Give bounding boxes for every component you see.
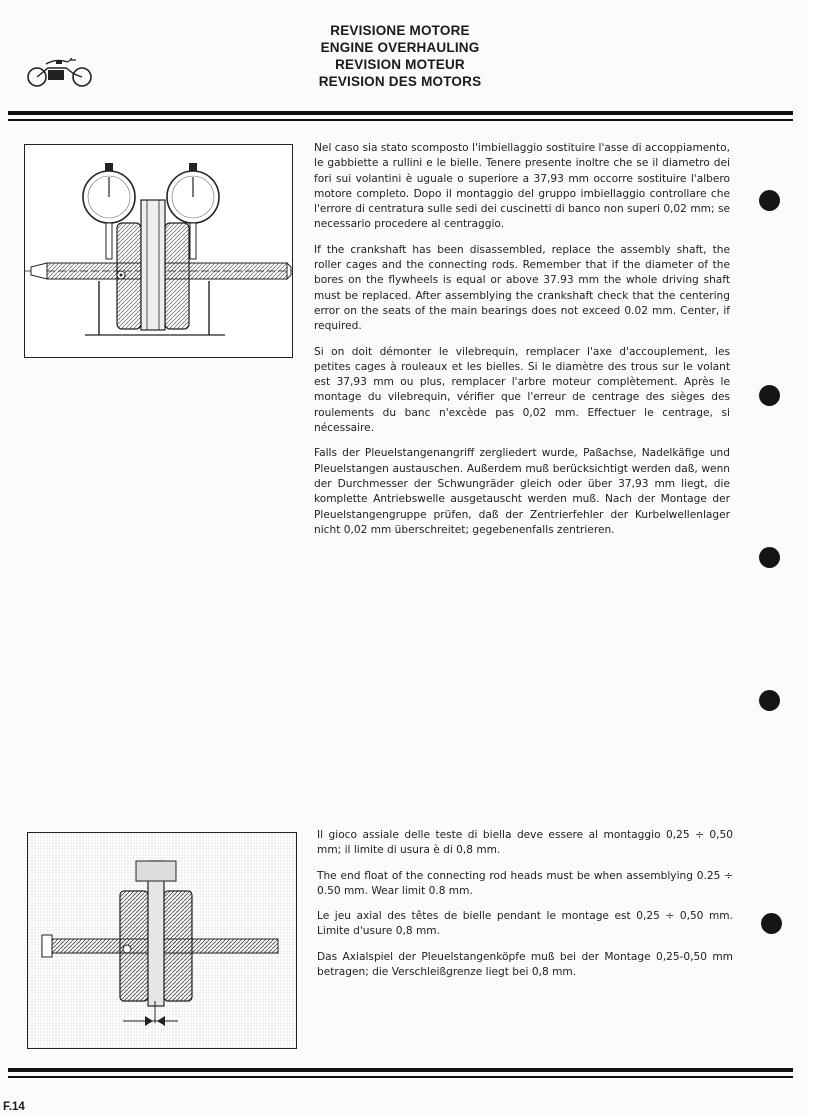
top-rule-thin bbox=[8, 119, 793, 121]
crankshaft-dial-gauge-diagram bbox=[25, 145, 292, 357]
paragraph-fr: Le jeu axial des têtes de bielle pendant le montage est 0,25 ÷ 0,50 mm. Limite d'usure 0,8 mm. bbox=[317, 910, 733, 938]
page-number: F.14 bbox=[3, 1101, 25, 1113]
figure-crankshaft-gauges bbox=[24, 144, 293, 358]
paragraph-de: Falls der Pleuelstangenangriff zergliedert wurde, Paßachse, Nadelkäfige und Pleuelstangen austauschen. Außerdem muß berücksichtigt werden daß, wenn der Durchmesser der Schwungräder gleich oder über 37,93 mm liegt, die komplette Antriebswelle ausgetauscht werden muß. Nach der Montage der Pleuelstangengruppe prüfen, daß der Zentrierfehler der Kurbelwellenlager nicht 0,02 mm überschreitet; gegebenenfalls zentrieren. bbox=[314, 447, 730, 536]
punch-hole-icon bbox=[759, 385, 780, 406]
title-line-en: ENGINE OVERHAULING bbox=[320, 40, 480, 55]
paragraph-it: Il gioco assiale delle teste di biella deve essere al montaggio 0,25 ÷ 0,50 mm; il limite di usura è di 0,8 mm. bbox=[317, 829, 733, 857]
punch-hole-icon bbox=[759, 547, 780, 568]
figure-end-float bbox=[27, 832, 297, 1049]
top-rule bbox=[8, 111, 793, 115]
punch-hole-icon bbox=[759, 190, 780, 211]
bottom-rule-thin bbox=[8, 1076, 793, 1078]
bottom-rule bbox=[8, 1068, 793, 1072]
section2-text bbox=[317, 828, 733, 990]
section1-text bbox=[314, 141, 730, 548]
connecting-rod-end-float-diagram bbox=[28, 833, 296, 1048]
page-title bbox=[280, 22, 520, 90]
title-line-de: REVISION DES MOTORS bbox=[318, 74, 482, 89]
paragraph-en: The end float of the connecting rod heads must be when assemblying 0.25 ÷ 0.50 mm. Wear limit 0.8 mm. bbox=[317, 869, 733, 897]
punch-hole-icon bbox=[761, 913, 782, 934]
punch-hole-icon bbox=[759, 690, 780, 711]
paragraph-fr: Si on doit démonter le vilebrequin, remplacer l'axe d'accouplement, les petites cages à rouleaux et les bielles. Si le diamètre des trous sur le volant est 37,93 mm ou plus, remplacer l'arbre moteur complètement. Après le montage du vilebrequin, vérifier que l'erreur de centrage des sièges des roulements du banc n'excède pas 0,02 mm. Effectuer le centrage, si nécessaire. bbox=[314, 345, 730, 435]
paragraph-de: Das Axialspiel der Pleuelstangenköpfe muß bei der Montage 0,25-0,50 mm betragen; die Verschleißgrenze liegt bei 0,8 mm. bbox=[317, 950, 733, 979]
title-line-fr: REVISION MOTEUR bbox=[335, 57, 465, 72]
paragraph-it: Nel caso sia stato scomposto l'imbiellaggio sostituire l'asse di accoppiamento, le gabbiette a rullini e le bielle. Tenere presente inoltre che se il diametro dei fori sui volantini è uguale o superiore a 37,93 mm occorre sostituire l'albero motore completo. Dopo il montaggio del gruppo imbiellaggio controllare che l'errore di centratura sulle sedi dei cuscinetti di banco non superi 0,02 mm; se necessario procedere al centraggio. bbox=[314, 142, 730, 231]
motorcycle-logo-icon bbox=[26, 56, 94, 90]
paragraph-en: If the crankshaft has been disassembled, replace the assembly shaft, the roller cages and the connecting rods. Remember that if the diameter of the bores on the flywheels is equal or above 37.93 mm the whole driving shaft must be replaced. After assemblying the crankshaft check that the centering error on the seats of the main bearings does not exceed 0.02 mm. Center, if required. bbox=[314, 243, 730, 333]
page-edge bbox=[807, 0, 821, 1116]
title-line-it: REVISIONE MOTORE bbox=[330, 23, 470, 38]
